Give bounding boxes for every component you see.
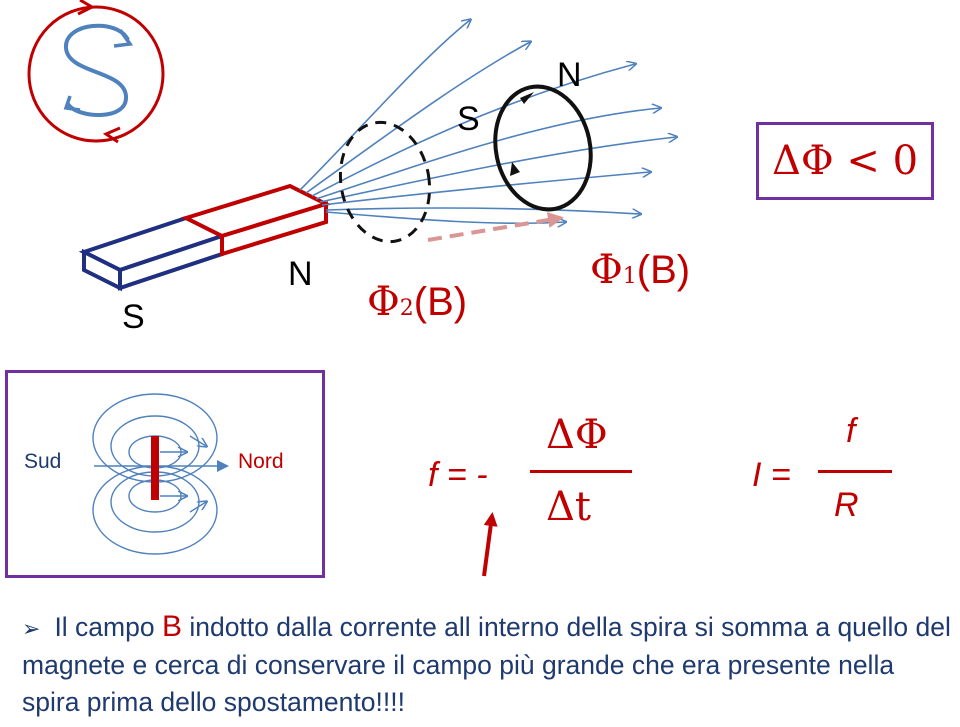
emphasis-arrow <box>484 516 492 576</box>
bullet-arrow-icon: ➢ <box>22 616 41 641</box>
phi2-subscript: 2 <box>399 296 414 321</box>
counterclockwise-s-rotation-icon <box>29 0 163 142</box>
loop-pole-s: S <box>457 100 480 138</box>
explanation-bullet <box>22 608 957 721</box>
flux-change-box <box>756 122 934 200</box>
phi2-label <box>367 278 467 333</box>
phi1-symbol: Φ <box>590 247 623 293</box>
bullet-highlight-b: B <box>161 610 182 643</box>
inset-label-nord: Nord <box>238 450 284 473</box>
emf-numerator: ΔΦ <box>546 412 608 458</box>
magnet-pole-n: N <box>288 255 313 293</box>
inset-label-sud: Sud <box>24 450 62 473</box>
loop-pole-n: N <box>557 56 582 94</box>
emf-fraction-line <box>530 470 632 473</box>
phi2-argument: (B) <box>413 280 468 324</box>
current-denominator: R <box>834 486 859 524</box>
emf-formula-lhs: f = - <box>428 456 488 494</box>
phi1-subscript: 1 <box>622 264 637 289</box>
solid-loop-position-1 <box>484 78 602 219</box>
current-fraction-line <box>818 470 892 473</box>
phi1-label <box>590 246 690 301</box>
emf-denominator: Δt <box>546 484 591 530</box>
current-numerator: f <box>846 412 856 450</box>
field-lines <box>300 20 676 223</box>
flux-change-condition: ΔΦ < 0 <box>771 138 919 184</box>
magnet-pole-s: S <box>122 298 145 336</box>
inset-frame <box>5 370 325 578</box>
current-formula-lhs: I = <box>752 456 791 494</box>
phi1-argument: (B) <box>636 248 691 292</box>
phi2-symbol: Φ <box>367 279 400 325</box>
bullet-text-part1: Il campo <box>54 612 162 642</box>
bullet-text-part2: indotto dalla corrente all interno della spira si somma a quello del magnete e cerca di conservare il campo più grande che era presente nella spira prima dello spostamento!!!! <box>22 612 951 717</box>
